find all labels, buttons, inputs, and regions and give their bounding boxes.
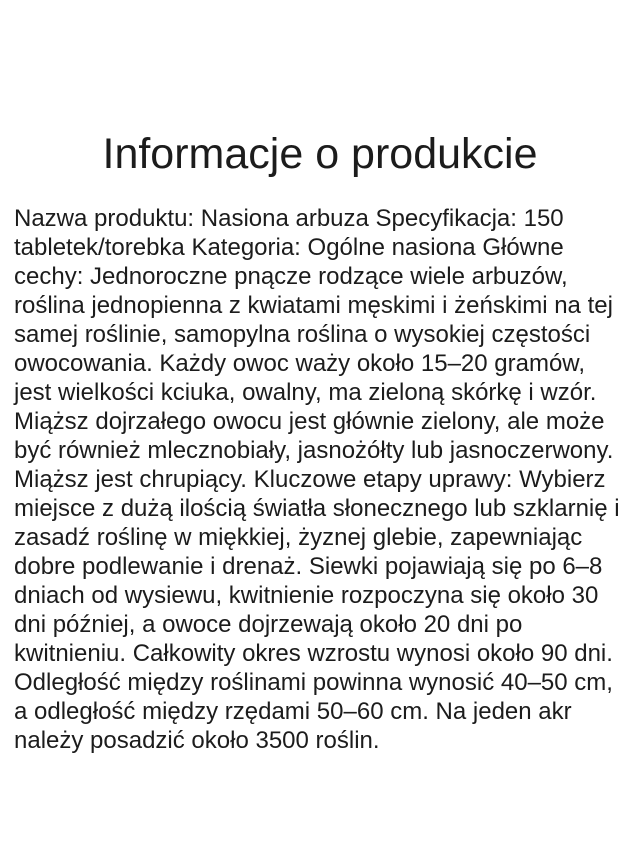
page-title: Informacje o produkcie	[102, 130, 538, 178]
product-description: Nazwa produktu: Nasiona arbuza Specyfikacja: 150 tabletek/torebka Kategoria: Ogólne nasiona Główne cechy: Jednoroczne pnącze rodzące wiele arbuzów, roślina jednopienna z kwiatami męskimi i żeńskimi na tej samej roślinie, samopylna roślina o wysokiej częstości owocowania. Każdy owoc waży około 15–20 gramów, jest wielkości kciuka, owalny, ma zieloną skórkę i wzór. Miąższ dojrzałego owocu jest głównie zielony, ale może być również mlecznobiały, jasnożółty lub jasnoczerwony. Miąższ jest chrupiący. Kluczowe etapy uprawy: Wybierz miejsce z dużą ilością światła słonecznego lub szklarnię i zasadź roślinę w miękkiej, żyznej glebie, zapewniając dobre podlewanie i drenaż. Siewki pojawiają się po 6–8 dniach od wysiewu, kwitnienie rozpoczyna się około 30 dni później, a owoce dojrzewają około 20 dni po kwitnieniu. Całkowity okres wzrostu wynosi około 90 dni. Odległość między roślinami powinna wynosić 40–50 cm, a odległość między rzędami 50–60 cm. Na jeden akr należy posadzić około 3500 roślin.	[14, 205, 620, 754]
